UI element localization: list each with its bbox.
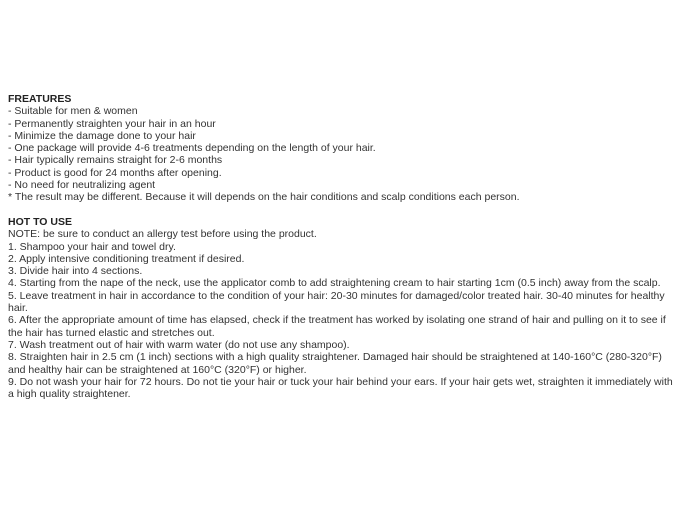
features-line: - One package will provide 4-6 treatments depending on the length of your hair. — [8, 142, 376, 155]
how-to-use-list — [8, 228, 673, 400]
how-to-use-note: NOTE: be sure to conduct an allergy test before using the product. — [8, 228, 317, 241]
how-to-use-step: 1. Shampoo your hair and towel dry. — [8, 240, 176, 253]
features-line: - No need for neutralizing agent — [8, 179, 156, 192]
how-to-use-step: 6. After the appropriate amount of time has elapsed, check if the treatment has worked by isolating one strand of hair and pulling on it to see if the hair has turned elastic and stretches out. — [8, 314, 666, 339]
how-to-use-step: 2. Apply intensive conditioning treatment if desired. — [8, 252, 245, 265]
features-line: - Hair typically remains straight for 2-6 months — [8, 154, 223, 167]
features-heading: FREATURES — [8, 93, 72, 105]
section-spacer — [8, 204, 673, 216]
features-line: - Permanently straighten your hair in an hour — [8, 117, 216, 130]
how-to-use-heading: HOT TO USE — [8, 215, 72, 228]
features-line: - Suitable for men & women — [8, 105, 138, 118]
how-to-use-step: 4. Starting from the nape of the neck, use the applicator comb to add straightening cream to hair starting 1cm (0.5 inch) away from the scalp. — [8, 277, 661, 290]
how-to-use-step: 3. Divide hair into 4 sections. — [8, 265, 143, 278]
how-to-use-step: 9. Do not wash your hair for 72 hours. Do not tie your hair or tuck your hair behind your ears. If your hair gets wet, straighten it immediately with a high quality straightener. — [8, 375, 673, 401]
how-to-use-step: 8. Straighten hair in 2.5 cm (1 inch) sections with a high quality straightener. Damaged hair should be straightened at 140-160°C (280-320°F) and healthy hair can be straightened at 160°C (320°F) or higher. — [8, 351, 662, 376]
features-line: - Minimize the damage done to your hair — [8, 129, 196, 142]
how-to-use-step: 5. Leave treatment in hair in accordance to the condition of your hair: 20-30 minutes for damaged/color treated hair. 30-40 minutes for healthy hair. — [8, 289, 665, 315]
features-line: - Product is good for 24 months after opening. — [8, 166, 222, 179]
product-description — [8, 93, 673, 400]
features-note: * The result may be different. Because it will depends on the hair conditions and scalp conditions each person. — [8, 191, 520, 204]
features-list — [8, 105, 673, 203]
how-to-use-step: 7. Wash treatment out of hair with warm water (do not use any shampoo). — [8, 338, 350, 351]
